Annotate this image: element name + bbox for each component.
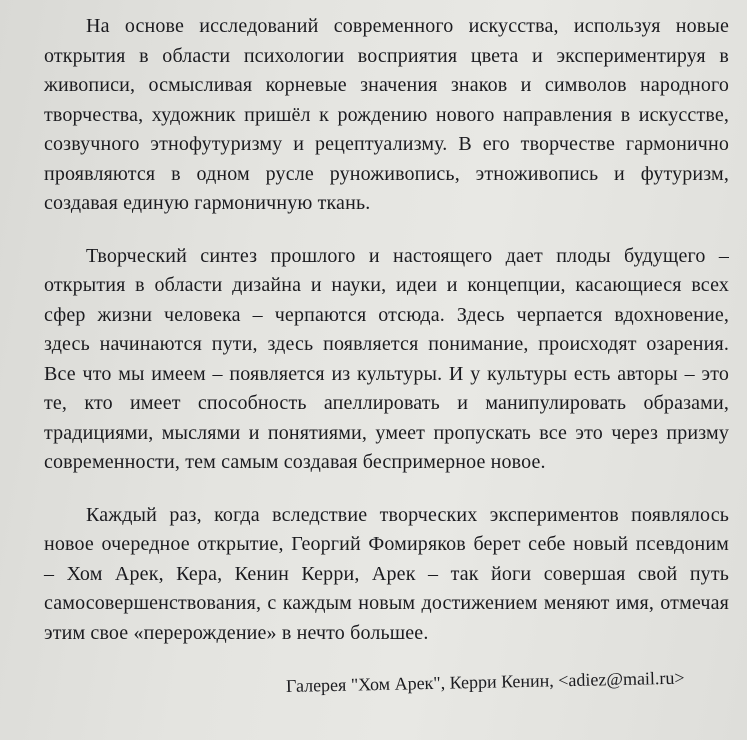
paragraph-line: этим свое «перерождение» в нечто большее.: [44, 621, 429, 644]
paragraph-2: [44, 242, 729, 478]
paragraph-line: создавая единую гармоничную ткань.: [44, 192, 371, 214]
paragraph-line: На основе исследований современного искусства, используя новые: [86, 15, 729, 37]
paragraph-line: современности, тем самым создавая беспримерное новое.: [44, 451, 546, 473]
paragraph-line: живописи, осмысливая корневые значения знаков и символов народного: [44, 74, 729, 96]
paragraph-line: самосовершенствования, с каждым новым достижением меняют имя, отмечая: [44, 592, 729, 614]
paragraph-3: [44, 501, 729, 649]
paragraph-line: созвучного этнофутуризму и рецептуализму. В его творчестве гармонично: [44, 133, 729, 155]
paragraph-line: Все что мы имеем – появляется из культуры. И у культуры есть авторы – это: [44, 362, 729, 385]
paragraph-line: традициями, мыслями и понятиями, умеет пропускать все это через призму: [44, 421, 729, 444]
paragraph-line: Творческий синтез прошлого и настоящего дает плоды будущего –: [86, 244, 729, 267]
paragraph-line: Каждый раз, когда вследствие творческих экспериментов появлялось: [86, 503, 729, 526]
gallery-credit: Галерея "Хом Арек", Керри Кенин, <adiez@mail.ru>: [285, 667, 685, 696]
paragraph-line: те, кто имеет способность апеллировать и манипулировать образами,: [44, 392, 729, 414]
paragraph-1: [44, 12, 729, 219]
paragraph-line: сфер жизни человека – черпаются отсюда. Здесь черпается вдохновение,: [44, 303, 729, 326]
paragraph-line: здесь начинаются пути, здесь появляется понимание, происходят озарения.: [44, 333, 729, 355]
paragraph-line: открытия в области психологии восприятия цвета и экспериментируя в: [44, 44, 729, 67]
paragraph-line: творчества, художник пришёл к рождению нового направления в искусстве,: [44, 103, 729, 126]
paragraph-line: – Хом Арек, Кера, Кенин Керри, Арек – так йоги совершая свой путь: [44, 562, 729, 585]
paragraph-line: открытия в области дизайна и науки, идеи и концепции, касающиеся всех: [44, 274, 729, 296]
paragraph-line: новое очередное открытие, Георгий Фомиряков берет себе новый псевдоним: [44, 533, 729, 555]
paragraph-line: проявляются в одном русле руноживопись, этноживопись и футуризм,: [44, 162, 729, 185]
